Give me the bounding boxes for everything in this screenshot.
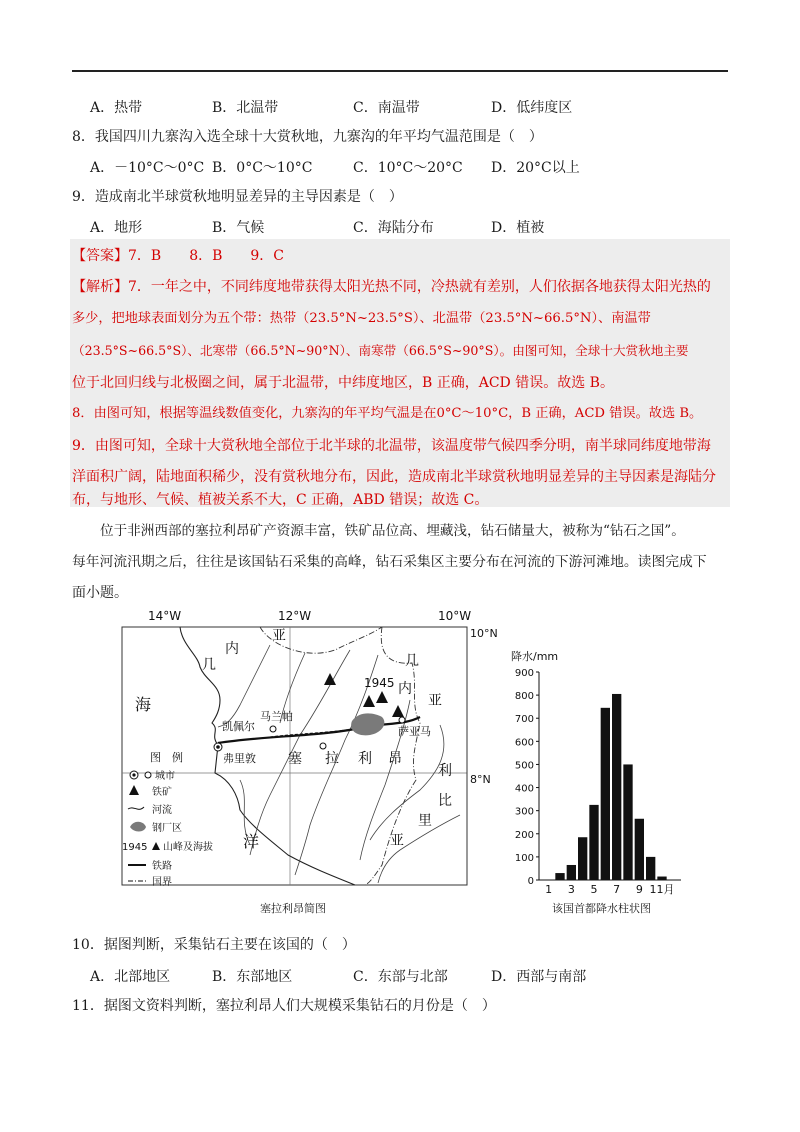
bar-month-10	[646, 857, 655, 880]
analysis-line-5: 8．由图可知，根据等温线数值变化，九寨沟的年平均气温是在0°C～10°C，B 正确，ACD 错误。故选 B。	[72, 406, 703, 421]
bar-month-4	[578, 837, 587, 880]
y-tick-label: 800	[514, 691, 534, 703]
bar-month-9	[635, 819, 644, 880]
lat-label-10n: 10°N	[470, 627, 498, 640]
analysis-line-1	[72, 277, 728, 297]
legend-river: 河流	[152, 805, 172, 816]
region-label: 内	[398, 681, 412, 697]
legend-border: 国界	[152, 877, 172, 888]
bar-month-3	[567, 865, 576, 880]
y-tick-label: 300	[514, 806, 534, 818]
analysis-label: 【解析】	[72, 279, 128, 295]
y-tick-label: 500	[514, 760, 534, 772]
analysis-line-8: 布，与地形、气候、植被关系不大，C 正确，ABD 错误；故选 C。	[72, 492, 489, 508]
lon-label-10w: 10°W	[438, 609, 472, 623]
y-tick-label: 900	[514, 668, 534, 679]
q11-stem: 11．据图文资料判断，塞拉利昂人们大规模采集钻石的月份是（ ）	[72, 998, 496, 1014]
q10-stem: 10．据图判断，采集钻石主要在该国的（ ）	[72, 937, 356, 953]
lat-label-8n: 8°N	[470, 773, 491, 786]
city-label-sayama: 萨亚马	[398, 725, 431, 738]
legend-city: 城市	[155, 771, 175, 782]
region-label: 几	[202, 657, 216, 673]
precipitation-chart	[505, 650, 685, 900]
region-label: 亚	[272, 628, 286, 644]
analysis-line-7: 洋面积广阔，陆地面积稀少，没有赏秋地分布，因此，造成南北半球赏秋地明显差异的主导因素是海陆分	[72, 469, 716, 485]
answer-label: 【答案】	[72, 248, 128, 264]
y-tick-label: 400	[514, 783, 534, 795]
city-label-marampa: 马兰帕	[260, 710, 293, 723]
q9-option-a[interactable]: A．地形	[90, 220, 143, 236]
region-label: 昂	[388, 751, 402, 767]
header-rule	[72, 70, 728, 72]
x-tick-label: 9	[635, 883, 643, 896]
city-label-freetown: 弗里敦	[223, 752, 256, 765]
region-label: 拉	[325, 751, 339, 767]
q9-option-d[interactable]: D．植被	[491, 220, 545, 236]
option-a[interactable]: A．热带	[90, 100, 143, 116]
q8-option-a[interactable]: A．－10°C～0°C	[90, 160, 205, 176]
q8-option-b[interactable]: B．0°C～10°C	[212, 160, 313, 176]
option-c[interactable]: C．南温带	[353, 100, 420, 116]
q8-option-c[interactable]: C．10°C～20°C	[353, 160, 463, 176]
region-label: 利	[438, 763, 452, 779]
q10-option-c[interactable]: C．东部与北部	[353, 969, 448, 985]
city-label-pepel: 凯佩尔	[222, 720, 255, 733]
option-d[interactable]: D．低纬度区	[491, 100, 573, 116]
x-tick-label: 5	[590, 883, 598, 896]
peak-elevation: 1945	[364, 676, 395, 690]
analysis-line-3: （23.5°S~66.5°S）、北寒带（66.5°N~90°N）、南寒带（66.5°S~90°S）。由图可知，全球十大赏秋地主要	[72, 343, 689, 358]
region-label: 塞	[288, 751, 302, 767]
bar-month-7	[612, 694, 621, 880]
region-label: 亚	[428, 693, 442, 709]
answer-line	[72, 246, 728, 266]
lon-label-14w: 14°W	[148, 609, 182, 623]
legend-1945: 1945	[122, 842, 148, 853]
analysis-text: 7．一年之中，不同纬度地带获得太阳光热不同，冷热就有差别，人们依据各地获得太阳光热的	[128, 279, 711, 295]
passage-line-1: 位于非洲西部的塞拉利昂矿产资源丰富，铁矿品位高、埋藏浅，钻石储量大，被称为“钻石之国”。	[100, 523, 685, 539]
region-label: 亚	[390, 833, 404, 849]
y-tick-label: 600	[514, 737, 534, 749]
analysis-line-2: 多少，把地球表面划分为五个带：热带（23.5°N~23.5°S）、北温带（23.5°N~66.5°N）、南温带	[72, 311, 651, 326]
x-tick-label: 1	[545, 883, 553, 896]
map-caption: 塞拉利昂简图	[260, 902, 326, 915]
option-b[interactable]: B．北温带	[212, 100, 279, 116]
analysis-line-6: 9．由图可知，全球十大赏秋地全部位于北半球的北温带，该温度带气候四季分明，南半球同纬度地带海	[72, 438, 711, 454]
legend-peak: 山峰及海拔	[163, 842, 213, 853]
analysis-line-4: 位于北回归线与北极圈之间，属于北温带，中纬度地区，B 正确，ACD 错误。故选 B。	[72, 375, 614, 391]
bar-month-5	[589, 805, 598, 880]
bar-month-2	[555, 873, 564, 880]
y-tick-label: 0	[527, 876, 534, 887]
q8-stem: 8．我国四川九寨沟入选全球十大赏秋地，九寨沟的年平均气温范围是（ ）	[72, 129, 543, 145]
q8-option-d[interactable]: D．20°C以上	[491, 160, 580, 176]
region-label: 比	[438, 793, 452, 809]
chart-ylabel: 降水/mm	[511, 650, 559, 663]
region-label-ocean: 洋	[243, 832, 260, 851]
passage-line-3: 面小题。	[72, 585, 128, 601]
y-tick-label: 200	[514, 829, 534, 841]
bar-month-11	[657, 877, 666, 880]
region-label: 利	[358, 751, 372, 767]
y-tick-label: 100	[514, 852, 534, 864]
sierra-leone-map	[120, 605, 498, 915]
region-label: 内	[225, 641, 239, 657]
q10-option-a[interactable]: A．北部地区	[90, 969, 171, 985]
q9-option-c[interactable]: C．海陆分布	[353, 220, 434, 236]
x-tick-label: 11月	[649, 883, 675, 896]
q9-stem: 9．造成南北半球赏秋地明显差异的主导因素是（ ）	[72, 189, 403, 205]
answer-text: 7．B 8．B 9．C	[128, 248, 285, 264]
q9-option-b[interactable]: B．气候	[212, 220, 265, 236]
q10-option-b[interactable]: B．东部地区	[212, 969, 293, 985]
chart-caption: 该国首都降水柱状图	[552, 902, 651, 915]
region-label-sea: 海	[135, 695, 152, 714]
y-tick-label: 700	[514, 714, 534, 726]
lon-label-12w: 12°W	[278, 609, 312, 623]
legend-steel: 钢厂区	[152, 823, 182, 834]
region-label: 几	[405, 653, 419, 669]
q10-option-d[interactable]: D．西部与南部	[491, 969, 587, 985]
region-label: 里	[418, 813, 432, 829]
legend-title: 图 例	[150, 751, 183, 764]
legend-iron: 铁矿	[152, 787, 172, 798]
bar-month-6	[601, 708, 610, 880]
passage-line-2: 每年河流汛期之后，往往是该国钻石采集的高峰，钻石采集区主要分布在河流的下游河滩地。读图完成下	[72, 554, 707, 570]
x-tick-label: 3	[567, 883, 575, 896]
legend-railway: 铁路	[152, 861, 172, 872]
bar-month-8	[623, 764, 632, 880]
x-tick-label: 7	[613, 883, 621, 896]
